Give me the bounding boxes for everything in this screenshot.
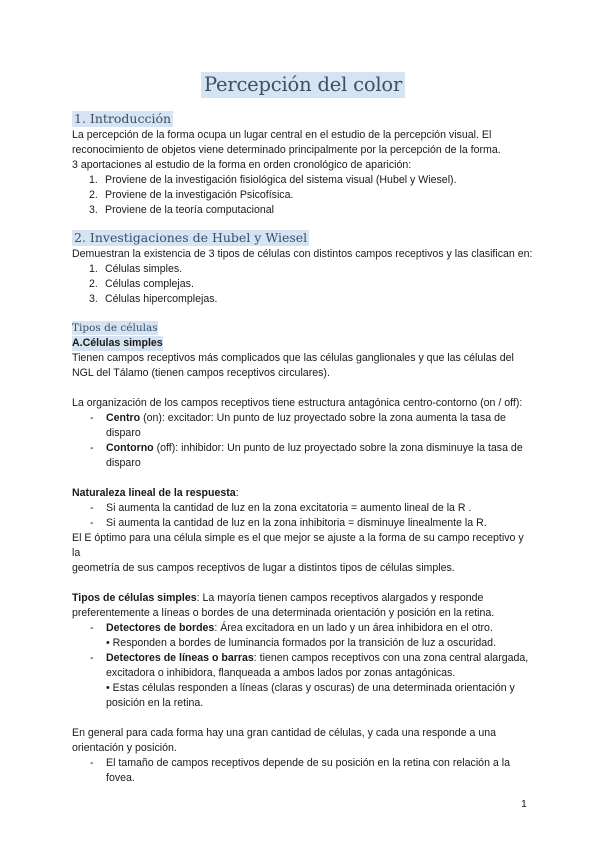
list-number: 2. [89, 189, 98, 201]
list-item [72, 651, 534, 711]
list-number: 3. [89, 293, 98, 305]
paragraph: Demuestran la existencia de 3 tipos de células con distintos campos receptivos y las clasifican en: [72, 248, 533, 260]
dash-list [72, 621, 534, 711]
list-item-text: excitadora o inhibidora, flanqueada a ambos lados por zonas antagónicas. [106, 667, 456, 679]
list-item-text: • Estas células responden a líneas (claras y oscuras) de una determinada orientación y [106, 682, 515, 694]
paragraph: NGL del Tálamo (tienen campos receptivos circulares). [72, 367, 330, 379]
list-item-text: (on): excitador: Un punto de luz proyectado sobre la zona aumenta la tasa de [140, 412, 506, 424]
list-item-text: Si aumenta la cantidad de luz en la zona inhibitoria = disminuye linealmente la R. [106, 517, 487, 529]
list-item-text: Proviene de la investigación fisiológica del sistema visual (Hubel y Wiesel). [105, 174, 457, 186]
list-item [72, 501, 534, 516]
section-tipos [72, 321, 534, 336]
list-item-text: : Área excitadora en un lado y un área inhibidora en el otro. [214, 622, 493, 634]
subsection-heading: Tipos de células [72, 322, 158, 334]
term-lineal: Naturaleza lineal de la respuesta [72, 487, 236, 499]
colon: : [235, 487, 239, 499]
list-item-text: Células complejas. [105, 278, 194, 290]
dash-marker: - [90, 622, 94, 634]
list-item [72, 188, 534, 203]
dash-marker: - [90, 757, 94, 769]
paragraph: En general para cada forma hay una gran cantidad de células, y cada una responde a una [72, 727, 497, 739]
dash-marker: - [90, 652, 94, 664]
paragraph: La percepción de la forma ocupa un lugar central en el estudio de la percepción visual. El [72, 129, 492, 141]
list-number: 3. [89, 204, 98, 216]
list-item [72, 173, 534, 188]
list-item [72, 441, 534, 471]
list-number: 1. [89, 263, 98, 275]
dash-list [72, 501, 534, 531]
term-contorno: Contorno [106, 442, 154, 454]
paragraph: La organización de los campos receptivos tiene estructura antagónica centro-contorno (on / off): [72, 397, 523, 409]
section-heading-1: 1. Introducción [74, 111, 172, 126]
list-number: 1. [89, 174, 98, 186]
list-item [72, 292, 534, 307]
paragraph: 3 aportaciones al estudio de la forma en orden cronológico de aparición: [72, 159, 412, 171]
term-bordes: Detectores de bordes [106, 622, 215, 634]
list-item-text: Células simples. [105, 263, 183, 275]
list-item-text: disparo [106, 427, 141, 439]
list-item-text: Si aumenta la cantidad de luz en la zona excitatoria = aumento lineal de la R . [106, 502, 472, 514]
list-item-text: fovea. [106, 772, 135, 784]
dash-list [72, 411, 534, 471]
section-heading-2: 2. Investigaciones de Hubel y Wiesel [74, 230, 308, 245]
dash-marker: - [90, 442, 94, 454]
term-centro: Centro [106, 412, 141, 424]
list-item-text: disparo [106, 457, 141, 469]
list-item-text: Proviene de la teoría computacional [105, 204, 275, 216]
list-item-text: (off): inhibidor: Un punto de luz proyectado sobre la zona disminuye la tasa de [153, 442, 523, 454]
list-item-text: • Responden a bordes de luminancia formados por la transición de luz a oscuridad. [106, 637, 497, 649]
title-wrap [72, 72, 534, 98]
paragraph: orientación y posición. [72, 742, 177, 754]
list-number: 2. [89, 278, 98, 290]
page-title: Percepción del color [201, 72, 405, 98]
dash-marker: - [90, 502, 94, 514]
dash-marker: - [90, 412, 94, 424]
paragraph: geometría de sus campos receptivos de lugar a distintos tipos de células simples. [72, 562, 455, 574]
numbered-list [72, 173, 534, 218]
paragraph: El E óptimo para una célula simple es el que mejor se ajuste a la forma de su campo receptivo y la [72, 532, 524, 559]
list-item-text: : tienen campos receptivos con una zona central alargada, [253, 652, 529, 664]
term-lineas: Detectores de líneas o barras [106, 652, 254, 664]
subsection-label: A.Células simples [72, 337, 163, 349]
list-item [72, 203, 534, 218]
list-item-text: Proviene de la investigación Psicofísica. [105, 189, 294, 201]
paragraph: Tienen campos receptivos más complicados que las células ganglionales y que las células del [72, 352, 514, 364]
list-item [72, 756, 534, 786]
list-item-text: El tamaño de campos receptivos depende de su posición en la retina con relación a la [106, 757, 510, 769]
list-item [72, 621, 534, 651]
term-tipos-simples: Tipos de células simples [72, 592, 197, 604]
section-introduccion [72, 111, 534, 128]
list-item [72, 411, 534, 441]
paragraph: reconocimiento de objetos viene determinado principalmente por la percepción de la forma. [72, 144, 501, 156]
page-number: 1 [521, 798, 527, 810]
list-item [72, 262, 534, 277]
numbered-list [72, 262, 534, 307]
list-item-text: posición en la retina. [106, 697, 204, 709]
list-item-text: Células hipercomplejas. [105, 293, 218, 305]
document-page [72, 0, 534, 786]
dash-list [72, 756, 534, 786]
list-item [72, 516, 534, 531]
paragraph-text: : La mayoría tienen campos receptivos alargados y responde [196, 592, 484, 604]
section-hubel-wiesel [72, 230, 534, 247]
list-item [72, 277, 534, 292]
paragraph [72, 591, 534, 606]
paragraph: preferentemente a líneas o bordes de una determinada orientación y posición en la retina. [72, 607, 495, 619]
paragraph [72, 486, 534, 501]
dash-marker: - [90, 517, 94, 529]
